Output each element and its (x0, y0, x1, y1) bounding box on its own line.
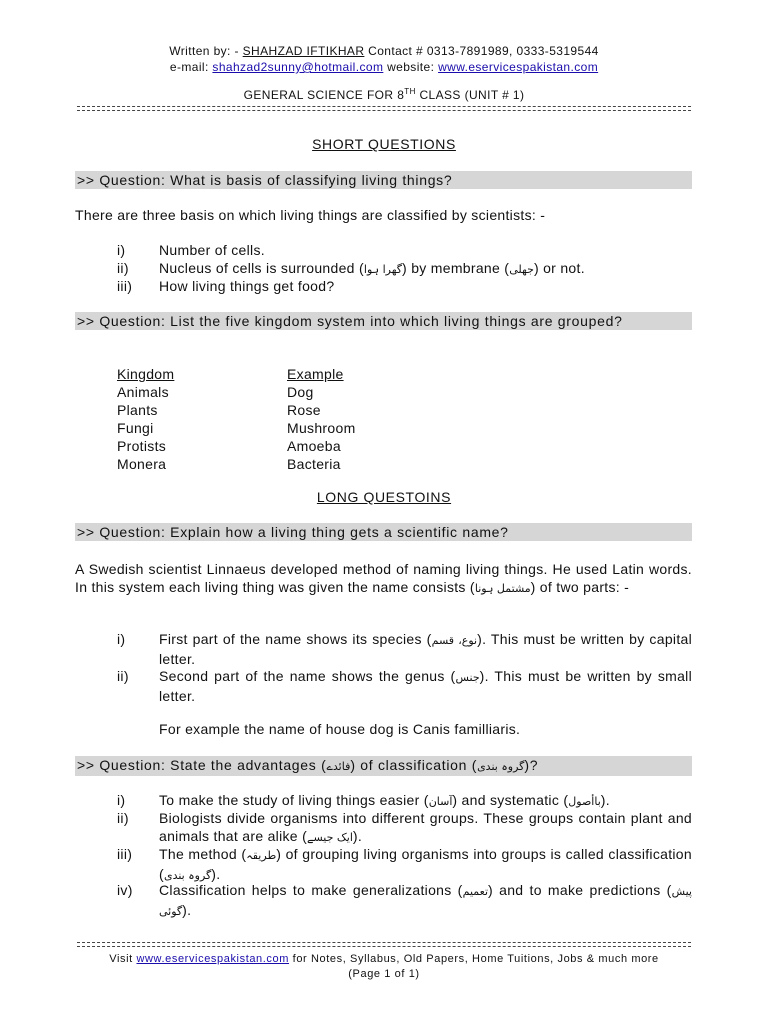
urdu-word: باأصول (568, 795, 601, 808)
urdu-word: تعمیم (462, 885, 489, 898)
text-part: ) and systematic ( (452, 792, 569, 808)
text-part: ). (352, 828, 363, 844)
footer-text: for Notes, Syllabus, Old Papers, Home Tuitions, Jobs & much more (289, 953, 659, 965)
contact-numbers: Contact # 0313-7891989, 0333-5319544 (364, 44, 599, 58)
question-heading: >> Question: Explain how a living thing gets a scientific name? (75, 523, 692, 541)
footer-line (0, 953, 768, 965)
text-part: ). (182, 902, 192, 918)
list-number: ii) (117, 810, 129, 826)
list-number: iv) (117, 882, 133, 898)
title-text: GENERAL SCIENCE FOR 8 (243, 88, 405, 102)
question-heading: >> Question: What is basis of classifying living things? (75, 171, 692, 189)
table-cell: Fungi (117, 420, 154, 436)
list-number: i) (117, 631, 126, 647)
table-cell: Dog (287, 384, 314, 400)
column-header-example: Example (287, 366, 344, 382)
title-unit: CLASS (UNIT # 1) (415, 88, 525, 102)
email-line (0, 60, 768, 74)
list-text (159, 809, 692, 847)
urdu-word: پیش گوئی (159, 885, 692, 918)
urdu-word: فائدے (326, 760, 351, 773)
website-link[interactable]: www.eservicespakistan.com (438, 60, 599, 74)
text-part: ) and to make predictions ( (488, 882, 672, 898)
urdu-word: ایک جیسے (307, 831, 353, 844)
header-divider (77, 106, 691, 111)
text-part: ) or not. (533, 260, 585, 276)
email-link[interactable]: shahzad2sunny@hotmail.com (212, 60, 384, 74)
text-part: The method ( (159, 846, 247, 862)
table-cell: Protists (117, 438, 167, 454)
answer-paragraph (75, 560, 692, 598)
list-text (159, 630, 692, 668)
footer-divider (77, 942, 691, 947)
author-name: SHAHZAD IFTIKHAR (242, 44, 365, 58)
list-number: i) (117, 242, 126, 258)
text-part: A Swedish scientist Linnaeus developed method of naming living things. He used Latin words. In this system each living thing was given the name consists ( (75, 561, 692, 595)
text-part: Classification helps to make generalizations ( (159, 882, 463, 898)
example-text: For example the name of house dog is Canis familliaris. (159, 721, 521, 737)
list-text (159, 791, 692, 811)
footer-visit-label: Visit (109, 953, 137, 965)
urdu-word: نوع، قسم (431, 634, 478, 647)
list-number: iii) (117, 846, 133, 862)
urdu-word: مشتمل ہونا (474, 582, 531, 595)
text-part: ). (600, 792, 610, 808)
text-part: ) of grouping living organisms into groups is called classification ( (159, 846, 692, 882)
footer-website-link[interactable]: www.eservicespakistan.com (136, 953, 290, 965)
section-title-long: LONG QUESTOINS (316, 489, 452, 505)
urdu-word: جنس (455, 671, 480, 684)
urdu-word: جھلی (509, 263, 534, 276)
list-text (159, 845, 692, 885)
list-number: iii) (117, 278, 133, 294)
text-part: ). This must be written by capital letter. (159, 631, 693, 667)
text-part: Biologists divide organisms into different groups. These groups contain plant and animals that are alike ( (159, 810, 692, 844)
author-line (0, 44, 768, 58)
text-part: Nucleus of cells is surrounded ( (159, 260, 364, 276)
urdu-word: گروہ بندی (477, 760, 525, 773)
urdu-word: آسان (428, 795, 453, 808)
text-part: ) by membrane ( (402, 260, 510, 276)
list-text: How living things get food? (159, 278, 335, 294)
text-part: ). (211, 866, 221, 882)
table-cell: Bacteria (287, 456, 341, 472)
answer-paragraph: There are three basis on which living things are classified by scientists: - (75, 207, 546, 223)
urdu-word: گھرا ہوا (363, 263, 403, 276)
list-number: ii) (117, 260, 129, 276)
question-heading (75, 756, 692, 776)
text-part: ) of classification ( (350, 757, 478, 773)
table-cell: Monera (117, 456, 167, 472)
text-part: >> Question: State the advantages ( (77, 757, 327, 773)
text-part: Second part of the name shows the genus ( (159, 668, 456, 684)
table-cell: Animals (117, 384, 169, 400)
list-text (159, 881, 692, 921)
document-title (0, 87, 768, 102)
list-number: ii) (117, 668, 129, 684)
list-text (159, 667, 692, 705)
title-superscript: TH (404, 87, 416, 96)
written-by-label: Written by: - (169, 44, 243, 58)
list-text: Number of cells. (159, 242, 265, 258)
question-heading: >> Question: List the five kingdom system into which living things are grouped? (75, 312, 692, 330)
page-number: (Page 1 of 1) (348, 968, 420, 980)
email-label: e-mail: (169, 60, 213, 74)
table-cell: Rose (287, 402, 321, 418)
table-cell: Mushroom (287, 420, 356, 436)
urdu-word: طریقہ (246, 849, 277, 862)
urdu-word: گروہ بندی (163, 869, 212, 882)
text-part: ). This must be written by small letter. (159, 668, 692, 704)
table-cell: Amoeba (287, 438, 341, 454)
table-cell: Plants (117, 402, 158, 418)
text-part: To make the study of living things easier ( (159, 792, 429, 808)
text-part: ) of two parts: - (530, 579, 630, 595)
column-header-kingdom: Kingdom (117, 366, 175, 382)
section-title-short: SHORT QUESTIONS (312, 136, 456, 152)
list-text (159, 259, 692, 279)
list-number: i) (117, 792, 126, 808)
website-label: website: (383, 60, 439, 74)
text-part: First part of the name shows its species ( (159, 631, 432, 647)
text-part: )? (524, 757, 539, 773)
